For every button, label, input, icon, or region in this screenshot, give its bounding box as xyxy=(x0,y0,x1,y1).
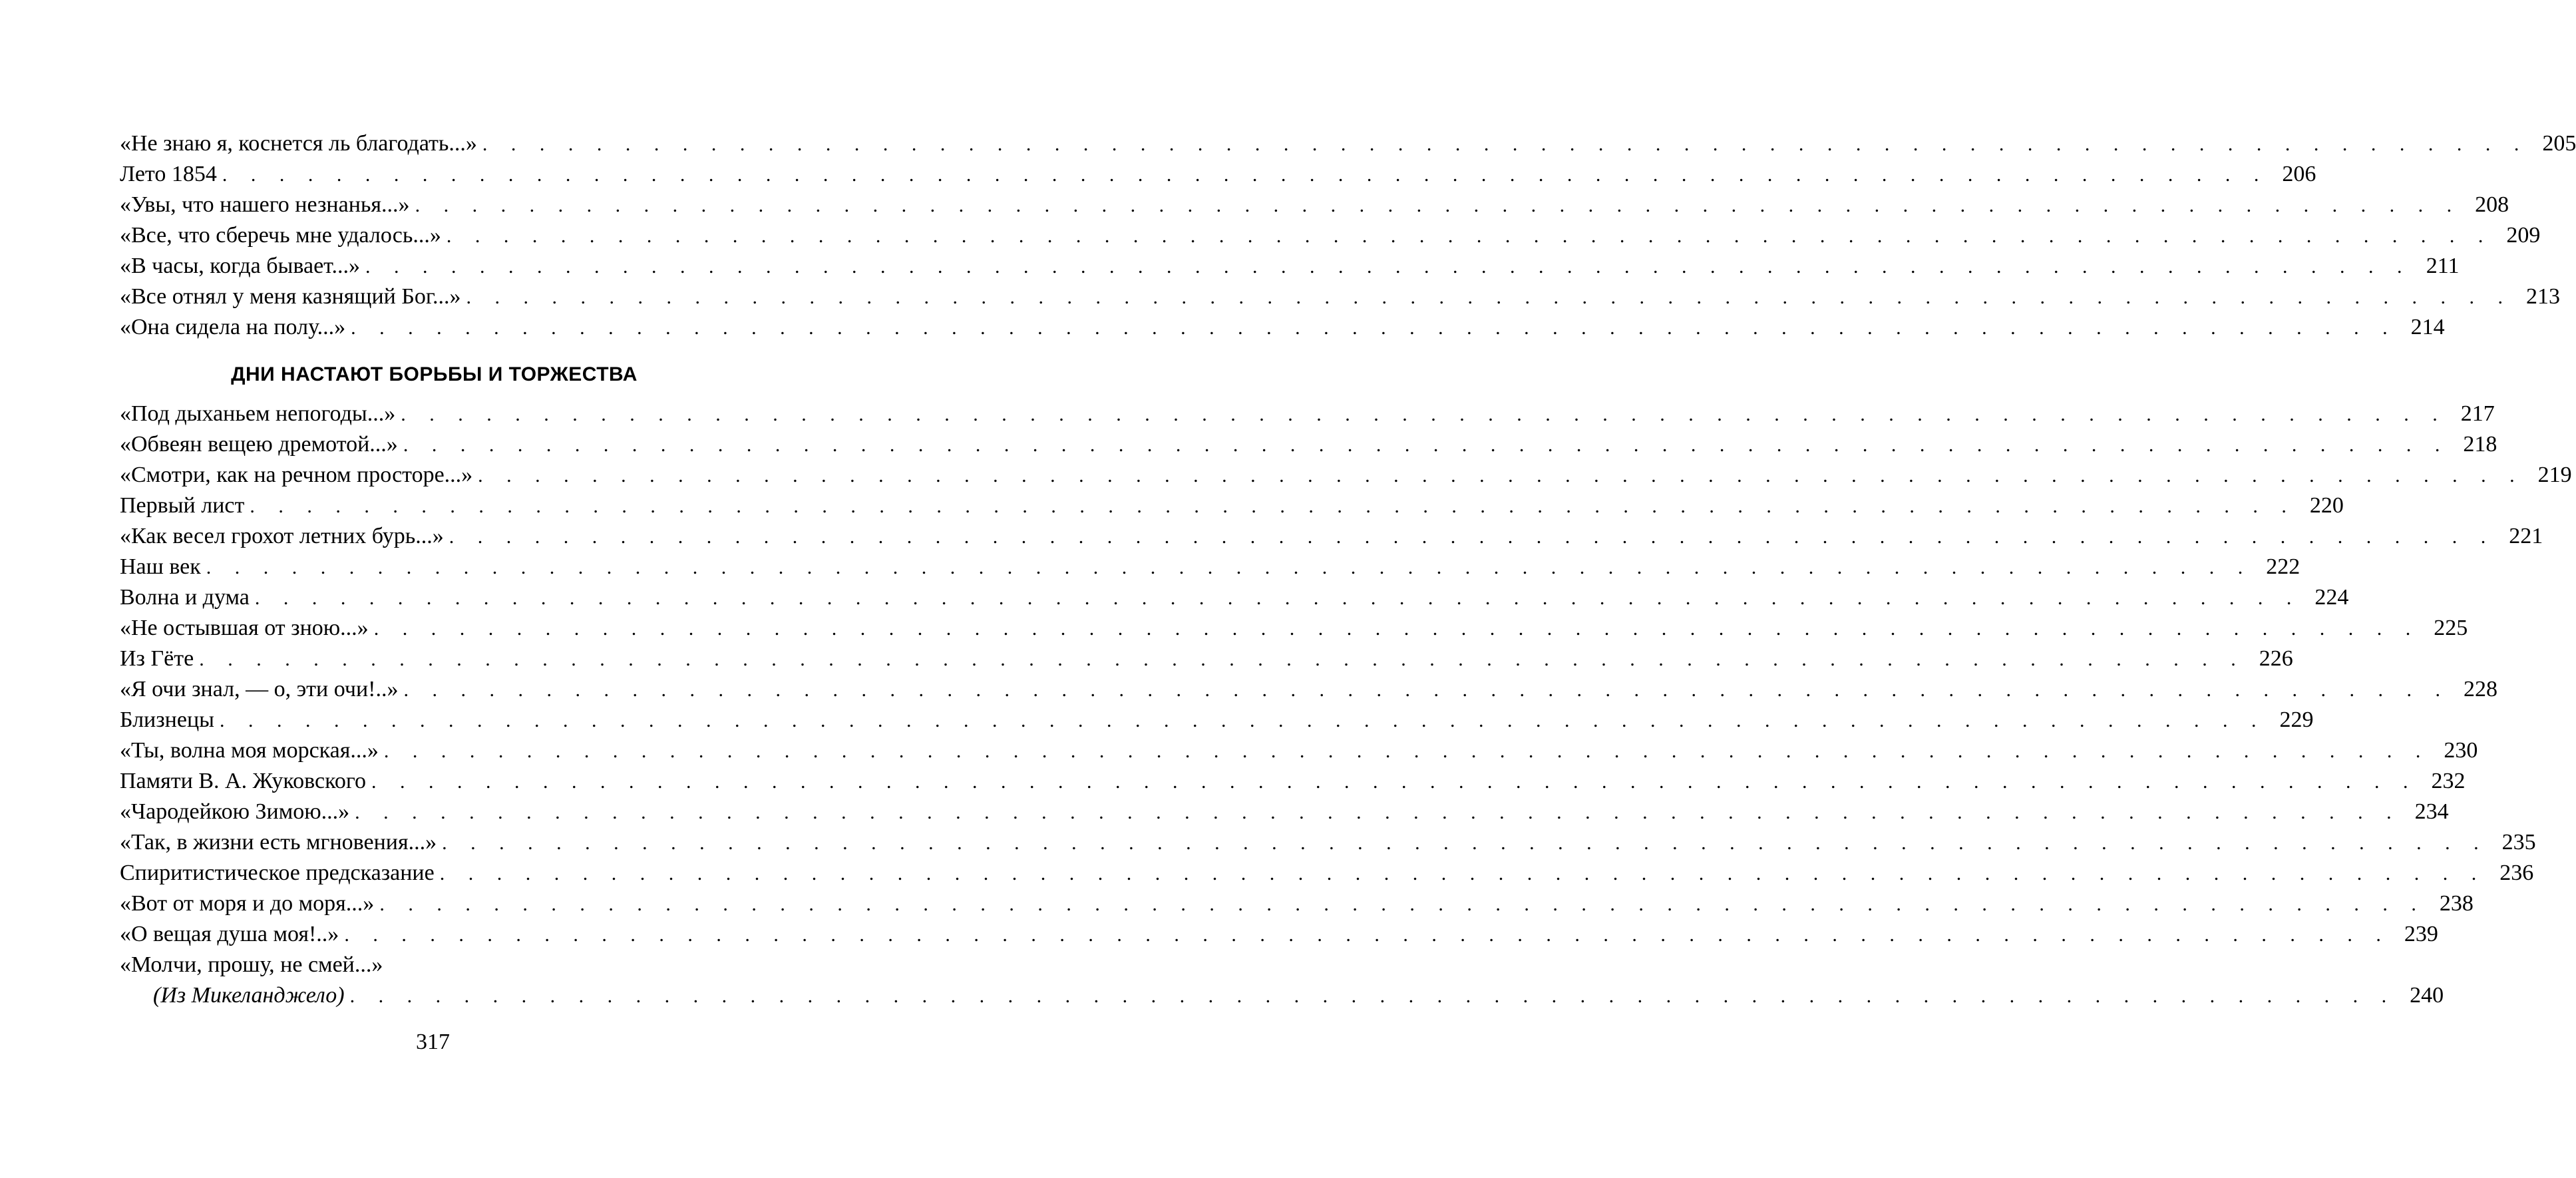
dot-leader: . . . . . . . . . . . . . . . . . . . . . . . . . . . . . . . . . . . . . . . . . . . . . . . . . . . . . . . . . . . . . . . . . . . . . . . . xyxy=(403,679,2450,701)
toc-entry-page: 221 xyxy=(2509,524,2543,548)
dot-leader: . . . . . . . . . . . . . . . . . . . . . . . . . . . . . . . . . . . . . . . . . . . . . . . . . . . . . . . . . . . . . . . . . . . . . . . . xyxy=(373,618,2420,640)
toc-entry xyxy=(120,220,2541,251)
toc-entry-multiline-second xyxy=(120,980,2444,1011)
dot-leader: . . . . . . . . . . . . . . . . . . . . . . . . . . . . . . . . . . . . . . . . . . . . . . . . . . . . . . . . . . . . . . . . . . . . . . . . xyxy=(371,771,2418,793)
dot-leader: . . . . . . . . . . . . . . . . . . . . . . . . . . . . . . . . . . . . . . . . . . . . . . . . . . . . . . . . . . . . . . . . . . . . . . . . xyxy=(439,863,2486,884)
toc-entry xyxy=(120,429,2497,460)
page-number: 317 xyxy=(416,1030,450,1054)
dot-leader: . . . . . . . . . . . . . . . . . . . . . . . . . . . . . . . . . . . . . . . . . . . . . . . . . . . . . . . . . . . . . . . . . . . . . . . . xyxy=(254,587,2301,609)
toc-entry-multiline-first xyxy=(120,950,749,980)
toc-entry-title: «Под дыханьем непогоды...» xyxy=(120,401,396,426)
toc-entry-page: 222 xyxy=(2266,554,2300,579)
section-heading: ДНИ НАСТАЮТ БОРЬБЫ И ТОРЖЕСТВА xyxy=(231,363,638,385)
toc-entry-page: 236 xyxy=(2499,861,2534,885)
toc-entry-page: 226 xyxy=(2259,646,2293,671)
toc-entry xyxy=(120,674,2497,705)
toc-entry-page: 235 xyxy=(2501,830,2536,855)
toc-entry-title: «Все отнял у меня казнящий Бог...» xyxy=(120,284,461,309)
dot-leader: . . . . . . . . . . . . . . . . . . . . . . . . . . . . . . . . . . . . . . . . . . . . . . . . . . . . . . . . . . . . . . . . . . . . . . . . xyxy=(349,985,2396,1007)
dot-leader: . . . . . . . . . . . . . . . . . . . . . . . . . . . . . . . . . . . . . . . . . . . . . . . . . . . . . . . . . . . . . . . . . . . . . . . . xyxy=(446,225,2493,247)
dot-leader: . . . . . . . . . . . . . . . . . . . . . . . . . . . . . . . . . . . . . . . . . . . . . . . . . . . . . . . . . . . . . . . . . . . . . . . . xyxy=(344,924,2390,946)
toc-entry-page: 206 xyxy=(2282,162,2316,186)
toc-entry-title: Памяти В. А. Жуковского xyxy=(120,769,367,793)
toc-entry xyxy=(120,644,2293,674)
toc-entry-page: 209 xyxy=(2506,223,2541,248)
toc-entry xyxy=(120,552,2300,582)
toc-entry-title: Близнецы xyxy=(120,707,214,732)
toc-entry-title: «Не знаю я, коснется ль благодать...» xyxy=(120,131,477,156)
dot-leader: . . . . . . . . . . . . . . . . . . . . . . . . . . . . . . . . . . . . . . . . . . . . . . . . . . . . . . . . . . . . . . . . . . . . . . . . xyxy=(365,256,2412,278)
toc-entry-page: 224 xyxy=(2314,585,2349,610)
toc-entry-title: «Чародейкою Зимою...» xyxy=(120,799,350,824)
toc-entry-title: Волна и дума xyxy=(120,585,250,610)
toc-entry-title: «Она сидела на полу...» xyxy=(120,315,346,339)
toc-entry xyxy=(120,521,2543,552)
toc-entry-page: 219 xyxy=(2537,463,2572,487)
dot-leader: . . . . . . . . . . . . . . . . . . . . . . . . . . . . . . . . . . . . . . . . . . . . . . . . . . . . . . . . . . . . . . . . . . . . . . . . xyxy=(222,164,2269,186)
dot-leader: . . . . . . . . . . . . . . . . . . . . . . . . . . . . . . . . . . . . . . . . . . . . . . . . . . . . . . . . . . . . . . . . . . . . . . . . xyxy=(415,194,2462,216)
toc-entry-page: 211 xyxy=(2426,254,2460,278)
toc-entry-title: «Ты, волна моя морская...» xyxy=(120,738,379,763)
toc-entry xyxy=(120,766,2466,797)
dot-leader: . . . . . . . . . . . . . . . . . . . . . . . . . . . . . . . . . . . . . . . . . . . . . . . . . . . . . . . . . . . . . . . . . . . . . . . . xyxy=(478,465,2524,487)
toc-entry-page: 214 xyxy=(2410,315,2445,339)
toc-entry xyxy=(120,190,2509,220)
toc-entry-page: 240 xyxy=(2410,983,2444,1008)
toc-entry-title: «Не остывшая от зною...» xyxy=(120,616,369,640)
toc-entry-title: «Все, что сберечь мне удалось...» xyxy=(120,223,441,248)
dot-leader: . . . . . . . . . . . . . . . . . . . . . . . . . . . . . . . . . . . . . . . . . . . . . . . . . . . . . . . . . . . . . . . . . . . . . . . . xyxy=(206,556,2253,578)
toc-entry xyxy=(120,735,2478,766)
toc-entry xyxy=(120,582,2349,613)
toc-entry-page: 238 xyxy=(2439,891,2474,916)
toc-entry-subtitle: (Из Микеланджело) xyxy=(153,983,345,1008)
toc-entry xyxy=(120,797,2449,827)
toc-entry-page: 239 xyxy=(2404,922,2438,946)
toc-entry xyxy=(120,159,2316,190)
toc-entry-page: 229 xyxy=(2279,707,2314,732)
toc-entry-page: 208 xyxy=(2475,192,2509,217)
toc-entry-page: 213 xyxy=(2526,284,2560,309)
toc-entry xyxy=(120,128,2576,159)
toc-entry-title: «Увы, что нашего незнанья...» xyxy=(120,192,410,217)
dot-leader: . . . . . . . . . . . . . . . . . . . . . . . . . . . . . . . . . . . . . . . . . . . . . . . . . . . . . . . . . . . . . . . . . . . . . . . . xyxy=(383,740,2430,762)
dot-leader: . . . . . . . . . . . . . . . . . . . . . . . . . . . . . . . . . . . . . . . . . . . . . . . . . . . . . . . . . . . . . . . . . . . . . . . . xyxy=(401,403,2447,425)
toc-entry xyxy=(120,312,2445,343)
dot-leader: . . . . . . . . . . . . . . . . . . . . . . . . . . . . . . . . . . . . . . . . . . . . . . . . . . . . . . . . . . . . . . . . . . . . . . . . xyxy=(482,133,2529,155)
toc-entry xyxy=(120,251,2460,282)
toc-entry xyxy=(120,858,2534,888)
dot-leader: . . . . . . . . . . . . . . . . . . . . . . . . . . . . . . . . . . . . . . . . . . . . . . . . . . . . . . . . . . . . . . . . . . . . . . . . xyxy=(199,648,2245,670)
toc-entry-title: Наш век xyxy=(120,554,201,579)
toc-entry xyxy=(120,827,2536,858)
toc-list-top xyxy=(120,128,2576,343)
toc-list-bottom xyxy=(120,399,2572,1011)
toc-entry-title: «Молчи, прошу, не смей...» xyxy=(120,952,383,977)
toc-entry-title: «Так, в жизни есть мгновения...» xyxy=(120,830,437,855)
dot-leader: . . . . . . . . . . . . . . . . . . . . . . . . . . . . . . . . . . . . . . . . . . . . . . . . . . . . . . . . . . . . . . . . . . . . . . . . xyxy=(466,286,2512,308)
toc-entry xyxy=(120,282,2560,312)
toc-entry-title: Лето 1854 xyxy=(120,162,217,186)
dot-leader: . . . . . . . . . . . . . . . . . . . . . . . . . . . . . . . . . . . . . . . . . . . . . . . . . . . . . . . . . . . . . . . . . . . . . . . . xyxy=(379,893,2426,915)
toc-entry xyxy=(120,613,2468,644)
toc-entry-page: 220 xyxy=(2309,493,2344,518)
toc-entry-page: 217 xyxy=(2460,401,2495,426)
dot-leader: . . . . . . . . . . . . . . . . . . . . . . . . . . . . . . . . . . . . . . . . . . . . . . . . . . . . . . . . . . . . . . . . . . . . . . . . xyxy=(449,526,2495,548)
dot-leader: . . . . . . . . . . . . . . . . . . . . . . . . . . . . . . . . . . . . . . . . . . . . . . . . . . . . . . . . . . . . . . . . . . . . . . . . xyxy=(355,801,2401,823)
toc-entry-page: 228 xyxy=(2463,677,2497,701)
dot-leader: . . . . . . . . . . . . . . . . . . . . . . . . . . . . . . . . . . . . . . . . . . . . . . . . . . . . . . . . . . . . . . . . . . . . . . . . xyxy=(351,317,2397,339)
toc-entry-page: 205 xyxy=(2542,131,2576,156)
toc-entry-page: 218 xyxy=(2463,432,2497,457)
dot-leader: . . . . . . . . . . . . . . . . . . . . . . . . . . . . . . . . . . . . . . . . . . . . . . . . . . . . . . . . . . . . . . . . . . . . . . . . xyxy=(220,709,2266,731)
toc-entry-title: «В часы, когда бывает...» xyxy=(120,254,360,278)
toc-entry xyxy=(120,705,2314,735)
toc-entry xyxy=(120,399,2495,429)
toc-entry-title: Из Гёте xyxy=(120,646,194,671)
toc-entry-page: 230 xyxy=(2444,738,2478,763)
toc-entry-page: 232 xyxy=(2431,769,2466,793)
toc-entry-title: «Обвеян вещею дремотой...» xyxy=(120,432,398,457)
dot-leader: . . . . . . . . . . . . . . . . . . . . . . . . . . . . . . . . . . . . . . . . . . . . . . . . . . . . . . . . . . . . . . . . . . . . . . . . xyxy=(403,434,2450,456)
toc-entry-title: Первый лист xyxy=(120,493,245,518)
toc-entry xyxy=(120,888,2474,919)
toc-entry xyxy=(120,460,2572,491)
toc-entry-title: «Смотри, как на речном просторе...» xyxy=(120,463,473,487)
toc-entry xyxy=(120,919,2438,950)
toc-entry-title: Спиритистическое предсказание xyxy=(120,861,435,885)
toc-entry-title: «Вот от моря и до моря...» xyxy=(120,891,375,916)
dot-leader: . . . . . . . . . . . . . . . . . . . . . . . . . . . . . . . . . . . . . . . . . . . . . . . . . . . . . . . . . . . . . . . . . . . . . . . . xyxy=(442,832,2488,854)
toc-entry-page: 234 xyxy=(2414,799,2449,824)
dot-leader: . . . . . . . . . . . . . . . . . . . . . . . . . . . . . . . . . . . . . . . . . . . . . . . . . . . . . . . . . . . . . . . . . . . . . . . . xyxy=(250,495,2296,517)
toc-entry-title: «О вещая душа моя!..» xyxy=(120,922,339,946)
toc-entry-title: «Я очи знал, — о, эти очи!..» xyxy=(120,677,399,701)
toc-entry-page: 225 xyxy=(2434,616,2468,640)
toc-entry-title: «Как весел грохот летних бурь...» xyxy=(120,524,444,548)
toc-entry xyxy=(120,491,2344,521)
